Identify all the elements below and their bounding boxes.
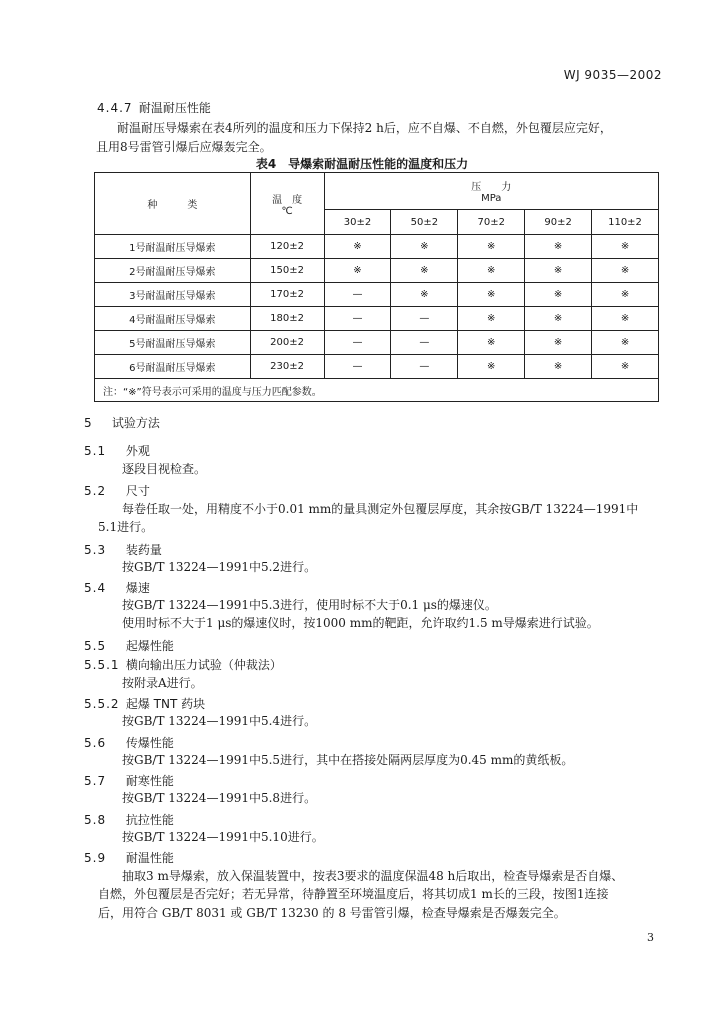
cell-mark: ※ bbox=[592, 259, 659, 283]
cell-mark: ※ bbox=[525, 235, 592, 259]
section-number: 5.2 bbox=[84, 484, 107, 498]
cell-type: 1号耐温耐压导爆索 bbox=[95, 235, 251, 259]
pressure-header-cell: 110±2 bbox=[592, 210, 659, 235]
section-title: 横向输出压力试验（仲裁法） bbox=[125, 658, 282, 672]
cell-mark: ※ bbox=[458, 259, 525, 283]
cell-mark: ※ bbox=[458, 355, 525, 379]
cell-mark: — bbox=[391, 331, 458, 355]
section-5-5-heading bbox=[84, 637, 174, 654]
cell-temp: 120±2 bbox=[250, 235, 324, 259]
cell-mark: — bbox=[324, 283, 391, 307]
paragraph-line: 按GB/T 13224—1991中5.5进行，其中在搭接处隔两层厚度为0.45 mm的黄纸板。 bbox=[122, 753, 574, 767]
cell-mark: — bbox=[391, 355, 458, 379]
document-number: WJ 9035—2002 bbox=[563, 68, 662, 82]
header-pressure-unit: MPa bbox=[481, 193, 502, 204]
paragraph-line: 每卷任取一处，用精度不小于0.01 mm的量具测定外包覆层厚度，其余按GB/T 13224—1991中 bbox=[122, 502, 639, 516]
cell-mark: ※ bbox=[525, 259, 592, 283]
pressure-header-cell: 90±2 bbox=[525, 210, 592, 235]
paragraph-line: 按GB/T 13224—1991中5.10进行。 bbox=[122, 830, 324, 844]
cell-type: 4号耐温耐压导爆索 bbox=[95, 307, 251, 331]
paragraph-line: 按GB/T 13224—1991中5.2进行。 bbox=[122, 560, 317, 574]
cell-mark: ※ bbox=[592, 283, 659, 307]
table-row bbox=[95, 235, 659, 259]
cell-mark: ※ bbox=[458, 283, 525, 307]
section-number: 5.4 bbox=[84, 581, 107, 595]
section-number: 5.7 bbox=[84, 774, 107, 788]
paragraph-line: 按GB/T 13224—1991中5.3进行，使用时标不大于0.1 μs的爆速仪。 bbox=[122, 598, 497, 612]
pressure-header-cell: 30±2 bbox=[324, 210, 391, 235]
section-number: 5.6 bbox=[84, 736, 107, 750]
paragraph-line: 逐段目视检查。 bbox=[122, 462, 207, 476]
section-title: 起爆性能 bbox=[125, 639, 174, 653]
cell-mark: — bbox=[324, 307, 391, 331]
section-number: 5.5.1 bbox=[84, 658, 120, 672]
header-pressure-label: 压 力 bbox=[471, 182, 512, 193]
header-temperature-unit: ℃ bbox=[281, 205, 293, 217]
section-5-5-2-heading bbox=[84, 695, 205, 712]
section-title: 尺寸 bbox=[125, 484, 150, 498]
section-5-1-heading bbox=[84, 442, 150, 459]
cell-type: 5号耐温耐压导爆索 bbox=[95, 331, 251, 355]
table-row bbox=[95, 355, 659, 379]
section-title: 耐温耐压性能 bbox=[138, 101, 211, 115]
cell-mark: — bbox=[324, 331, 391, 355]
section-5-8-heading bbox=[84, 811, 174, 828]
section-number: 5.5 bbox=[84, 639, 107, 653]
section-5-9-heading bbox=[84, 849, 174, 866]
cell-temp: 230±2 bbox=[250, 355, 324, 379]
cell-temp: 170±2 bbox=[250, 283, 324, 307]
table-row bbox=[95, 307, 659, 331]
section-title: 抗拉性能 bbox=[125, 813, 174, 827]
section-title: 装药量 bbox=[125, 543, 162, 557]
section-title: 传爆性能 bbox=[125, 736, 174, 750]
section-5-6-heading bbox=[84, 734, 174, 751]
paragraph-line: 按GB/T 13224—1991中5.4进行。 bbox=[122, 714, 317, 728]
cell-type: 3号耐温耐压导爆索 bbox=[95, 283, 251, 307]
cell-mark: ※ bbox=[592, 355, 659, 379]
header-type: 种 类 bbox=[95, 173, 251, 235]
section-5-7-heading bbox=[84, 772, 174, 789]
header-pressure bbox=[324, 173, 658, 210]
cell-mark: ※ bbox=[324, 259, 391, 283]
paragraph-line: 且用8号雷管引爆后应爆轰完全。 bbox=[96, 140, 272, 154]
section-number: 5.5.2 bbox=[84, 697, 120, 711]
table-caption: 表4 导爆索耐温耐压性能的温度和压力 bbox=[255, 157, 469, 171]
cell-mark: ※ bbox=[525, 331, 592, 355]
section-5-2-heading bbox=[84, 482, 150, 499]
section-number: 5.3 bbox=[84, 543, 107, 557]
section-title: 起爆 TNT 药块 bbox=[125, 697, 206, 711]
section-title: 耐温性能 bbox=[125, 851, 174, 865]
cell-mark: ※ bbox=[592, 307, 659, 331]
section-title: 试验方法 bbox=[111, 416, 160, 430]
cell-mark: ※ bbox=[391, 259, 458, 283]
cell-mark: ※ bbox=[391, 235, 458, 259]
paragraph-line: 使用时标不大于1 μs的爆速仪时，按1000 mm的靶距，允许取约1.5 m导爆索进行试验。 bbox=[122, 616, 599, 630]
cell-mark: ※ bbox=[391, 283, 458, 307]
pressure-header-cell: 70±2 bbox=[458, 210, 525, 235]
section-5-3-heading bbox=[84, 541, 162, 558]
section-5-5-1-heading bbox=[84, 656, 282, 673]
paragraph-line: 后，用符合 GB/T 8031 或 GB/T 13230 的 8 号雷管引爆，检查导爆索是否爆轰完全。 bbox=[98, 906, 566, 920]
cell-mark: ※ bbox=[525, 355, 592, 379]
table-note: 注：“※”符号表示可采用的温度与压力匹配参数。 bbox=[95, 379, 659, 402]
cell-mark: ※ bbox=[458, 331, 525, 355]
cell-mark: ※ bbox=[458, 307, 525, 331]
header-temperature-label: 温 度 bbox=[272, 194, 303, 206]
table-row bbox=[95, 331, 659, 355]
cell-mark: ※ bbox=[525, 307, 592, 331]
pressure-header-cell: 50±2 bbox=[391, 210, 458, 235]
section-number: 4.4.7 bbox=[97, 101, 133, 115]
paragraph-line: 按GB/T 13224—1991中5.8进行。 bbox=[122, 791, 317, 805]
cell-mark: — bbox=[391, 307, 458, 331]
section-number: 5.1 bbox=[84, 444, 107, 458]
cell-temp: 200±2 bbox=[250, 331, 324, 355]
paragraph-line: 5.1进行。 bbox=[98, 520, 154, 534]
pressure-temperature-table bbox=[94, 172, 659, 402]
section-4-4-7-heading bbox=[97, 99, 211, 116]
cell-mark: — bbox=[324, 355, 391, 379]
section-5-heading bbox=[84, 414, 160, 431]
paragraph-line: 耐温耐压导爆索在表4所列的温度和压力下保持2 h后，应不自爆、不自燃，外包覆层应完好， bbox=[117, 121, 612, 135]
cell-type: 2号耐温耐压导爆索 bbox=[95, 259, 251, 283]
section-number: 5 bbox=[84, 416, 93, 430]
table-row bbox=[95, 283, 659, 307]
cell-mark: ※ bbox=[324, 235, 391, 259]
cell-type: 6号耐温耐压导爆索 bbox=[95, 355, 251, 379]
paragraph-line: 按附录A进行。 bbox=[122, 676, 203, 690]
cell-mark: ※ bbox=[592, 331, 659, 355]
section-number: 5.9 bbox=[84, 851, 107, 865]
cell-temp: 150±2 bbox=[250, 259, 324, 283]
cell-temp: 180±2 bbox=[250, 307, 324, 331]
table-row bbox=[95, 259, 659, 283]
cell-mark: ※ bbox=[458, 235, 525, 259]
section-title: 耐寒性能 bbox=[125, 774, 174, 788]
section-number: 5.8 bbox=[84, 813, 107, 827]
section-title: 爆速 bbox=[125, 581, 150, 595]
header-temperature bbox=[250, 173, 324, 235]
section-title: 外观 bbox=[125, 444, 150, 458]
cell-mark: ※ bbox=[592, 235, 659, 259]
cell-mark: ※ bbox=[525, 283, 592, 307]
page-number: 3 bbox=[647, 931, 654, 944]
paragraph-line: 自燃，外包覆层是否完好；若无异常，待静置至环境温度后，将其切成1 m长的三段，按图1连接 bbox=[98, 887, 609, 901]
paragraph-line: 抽取3 m导爆索，放入保温装置中，按表3要求的温度保温48 h后取出，检查导爆索是否自爆、 bbox=[122, 869, 624, 883]
section-5-4-heading bbox=[84, 579, 150, 596]
